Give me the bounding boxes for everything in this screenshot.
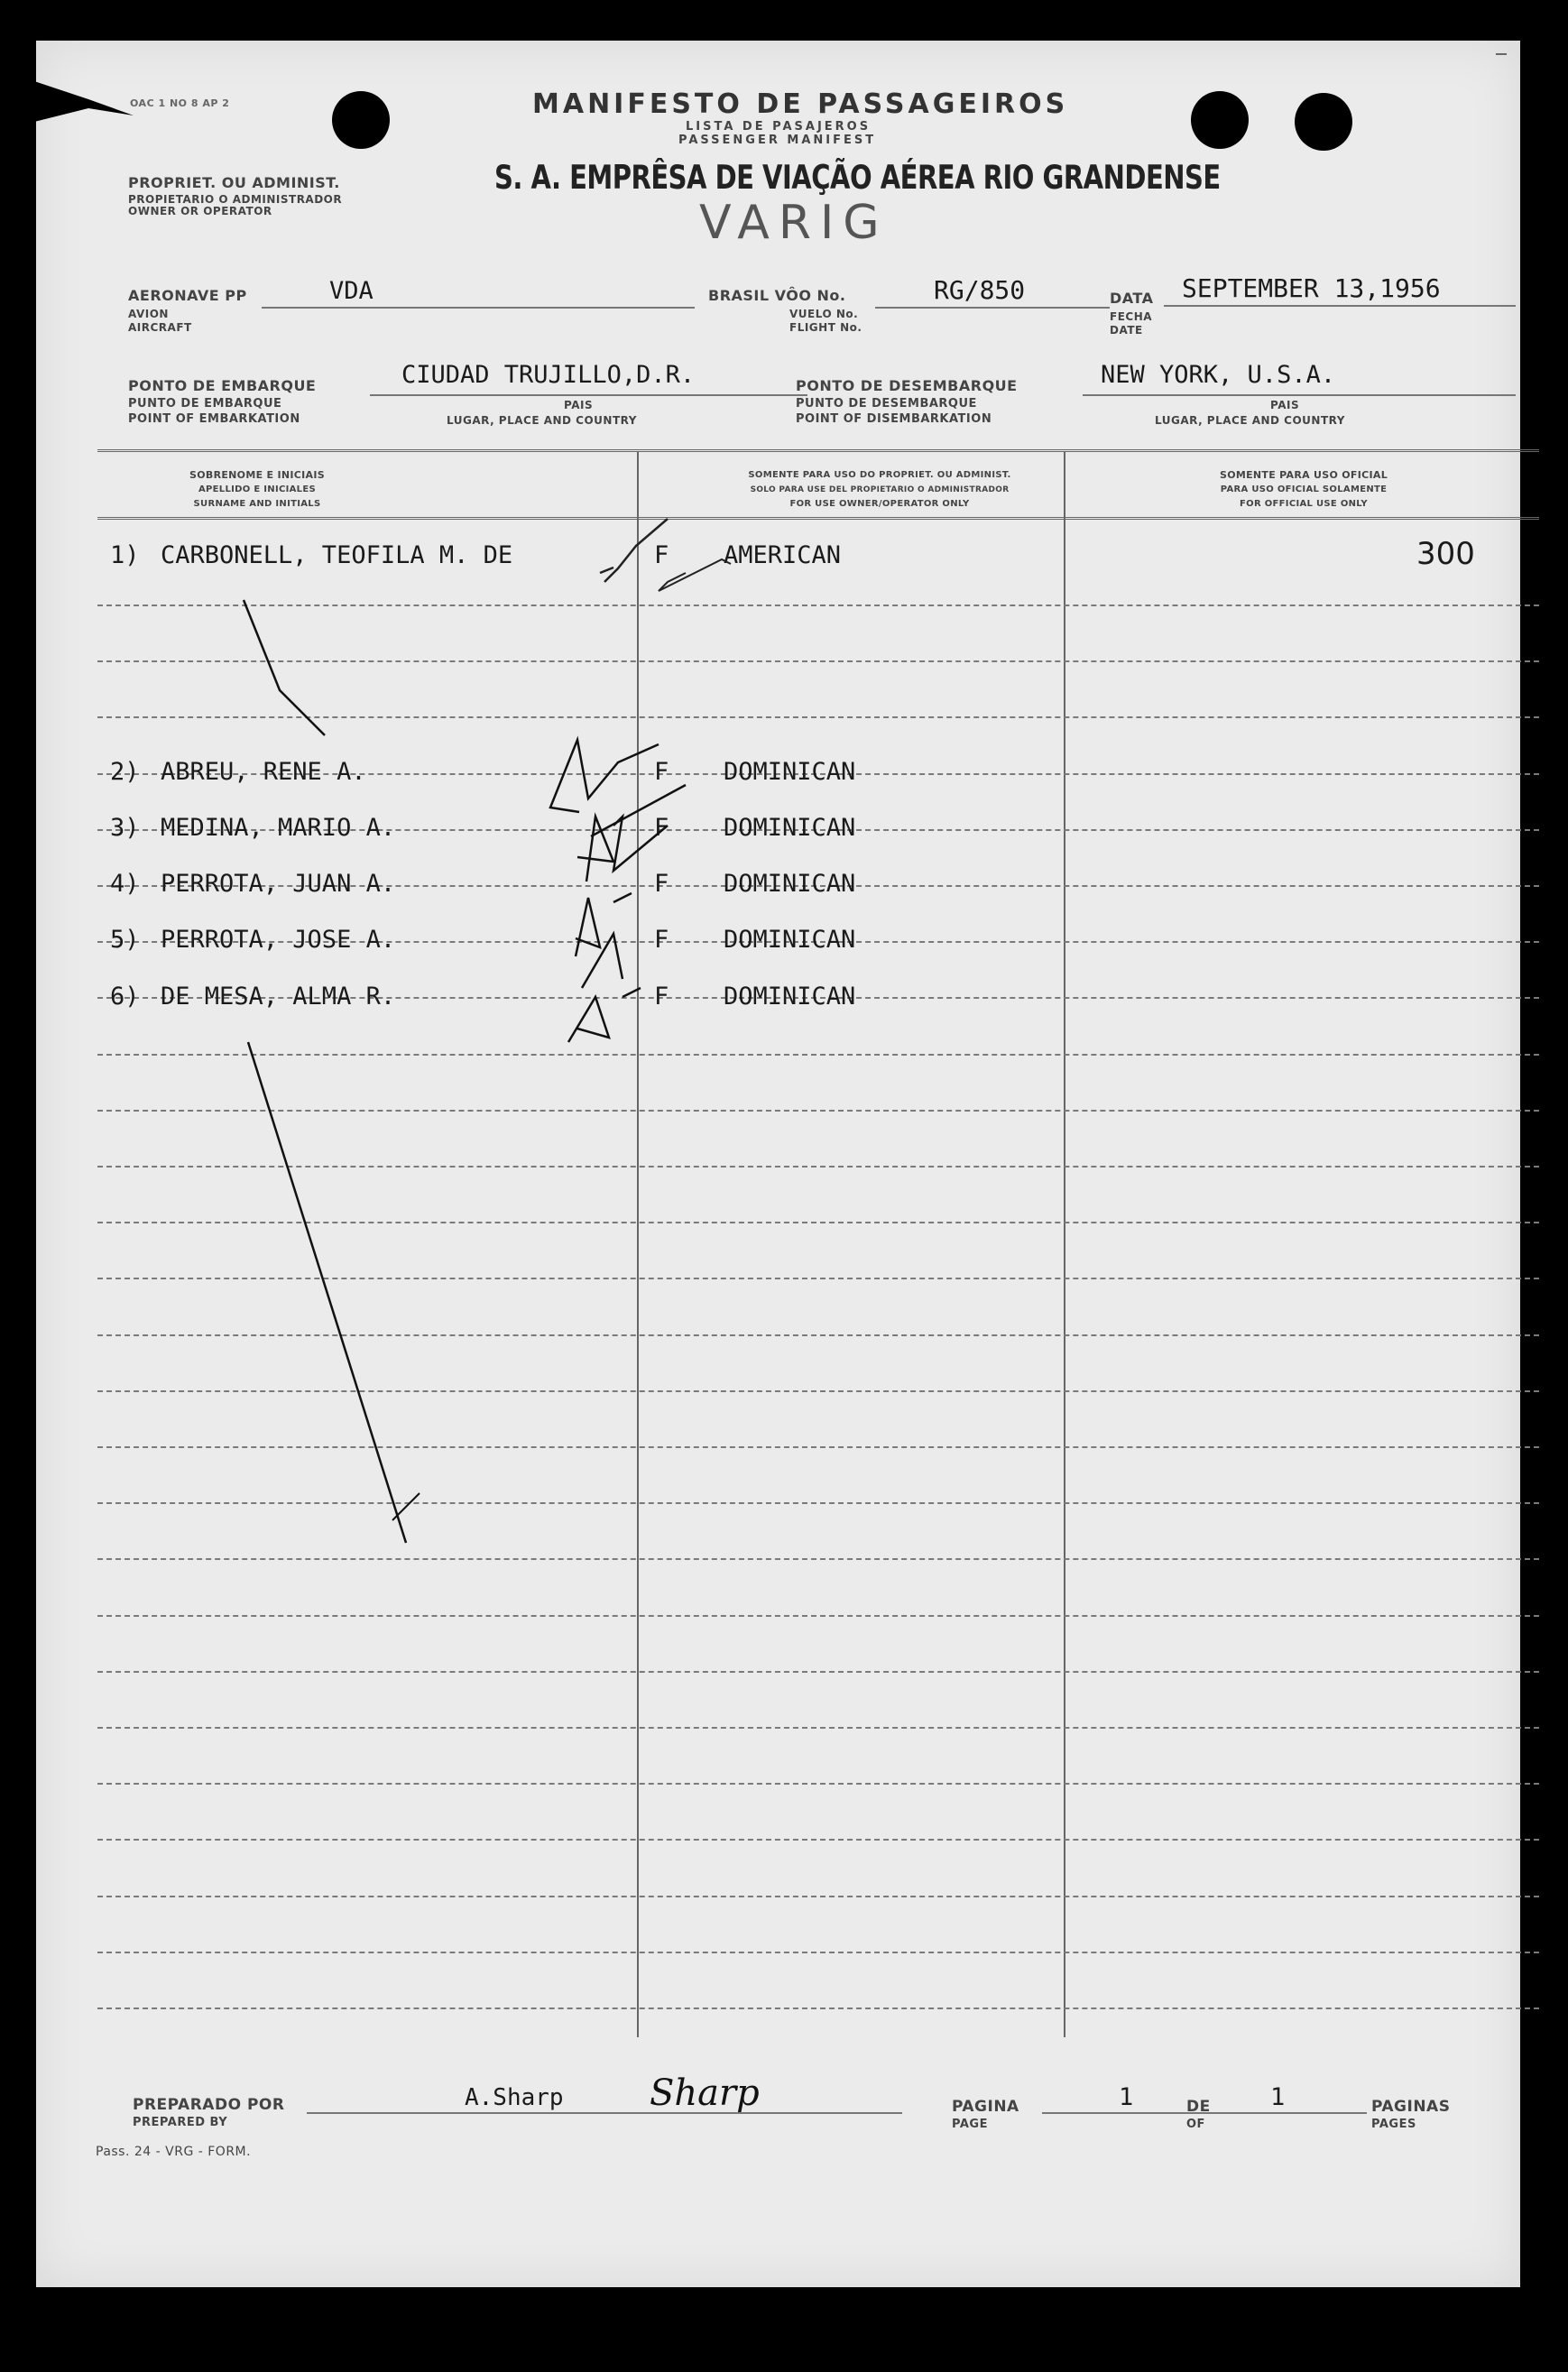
passenger-number: 2): [110, 758, 140, 786]
page-value: 1: [1119, 2083, 1134, 2111]
passenger-name: DE MESA, ALMA R.: [161, 983, 396, 1011]
disembarkation-value: NEW YORK, U.S.A.: [1101, 361, 1336, 389]
flight-label-es: VUELO No.: [789, 308, 859, 320]
aircraft-label: AERONAVE PP: [128, 287, 247, 304]
manifest-subtitle-es: LISTA DE PASAJEROS: [686, 120, 872, 134]
flight-label: BRASIL VÔO No.: [708, 287, 846, 304]
passenger-nationality: DOMINICAN: [724, 758, 856, 786]
preparer-signature: Sharp: [650, 2072, 760, 2114]
disembarkation-label-en: POINT OF DISEMBARKATION: [796, 412, 992, 426]
passenger-nationality: DOMINICAN: [724, 870, 856, 898]
date-label-es: FECHA: [1110, 310, 1153, 323]
passenger-sex: F: [654, 926, 669, 954]
date-label: DATA: [1110, 290, 1154, 307]
disembarkation-country-label: PAIS: [1270, 399, 1300, 411]
of-label-en: OF: [1186, 2118, 1205, 2131]
date-value: SEPTEMBER 13,1956: [1182, 273, 1441, 303]
disembarkation-place-label: LUGAR, PLACE AND COUNTRY: [1155, 414, 1345, 427]
passenger-nationality: AMERICAN: [724, 541, 842, 569]
prepared-by-value: A.Sharp: [465, 2084, 564, 2111]
passenger-sex: F: [654, 758, 669, 786]
passenger-sex: F: [654, 870, 669, 898]
manifest-subtitle-en: PASSENGER MANIFEST: [678, 134, 877, 147]
page-label: PAGINA: [952, 2098, 1019, 2116]
passenger-official: 300: [1416, 536, 1475, 572]
passenger-number: 3): [110, 814, 140, 842]
passenger-name: MEDINA, MARIO A.: [161, 814, 396, 842]
col-header-official-es: PARA USO OFICIAL SOLAMENTE: [1220, 485, 1388, 494]
col-header-surname-pt: SOBRENOME E INICIAIS: [189, 469, 325, 481]
passenger-name: PERROTA, JUAN A.: [161, 870, 396, 898]
checkmark-mark: [604, 519, 668, 582]
page-label-en: PAGE: [952, 2118, 988, 2131]
passenger-sex: F: [654, 983, 669, 1011]
passenger-nationality: DOMINICAN: [724, 926, 856, 954]
passenger-number: 4): [110, 870, 140, 898]
aircraft-value: VDA: [329, 277, 374, 305]
handwritten-marks: [36, 41, 1520, 2287]
embarkation-country-label: PAIS: [564, 399, 594, 411]
embarkation-label-en: POINT OF EMBARKATION: [128, 412, 300, 426]
embarkation-place-label: LUGAR, PLACE AND COUNTRY: [447, 414, 637, 427]
flight-value: RG/850: [934, 275, 1026, 305]
brand-name: VARIG: [699, 196, 889, 250]
prepared-by-label: PREPARADO POR: [133, 2096, 285, 2114]
col-header-surname-en: SURNAME AND INITIALS: [193, 499, 321, 509]
col-header-official-en: FOR OFFICIAL USE ONLY: [1240, 499, 1368, 509]
passenger-number: 1): [110, 541, 140, 569]
corner-stamp: OAC 1 NO 8 AP 2: [130, 97, 230, 109]
pages-label: PAGINAS: [1371, 2098, 1451, 2116]
margin-tick: [1496, 53, 1507, 55]
operator-label-pt: PROPRIET. OU ADMINIST.: [128, 174, 340, 191]
passenger-nationality: DOMINICAN: [724, 814, 856, 842]
bracket-mark-top: [244, 600, 325, 735]
flight-label-en: FLIGHT No.: [789, 321, 862, 334]
col-header-operator-pt: SOMENTE PARA USO DO PROPRIET. OU ADMINIST.: [748, 470, 1011, 480]
passenger-nationality: DOMINICAN: [724, 983, 856, 1011]
passenger-number: 6): [110, 983, 140, 1011]
pages-label-en: PAGES: [1371, 2118, 1416, 2131]
of-value: 1: [1270, 2083, 1286, 2111]
passenger-name: ABREU, RENE A.: [161, 758, 366, 786]
passenger-sex: F: [654, 814, 669, 842]
date-label-en: DATE: [1110, 324, 1143, 337]
form-code: Pass. 24 - VRG - FORM.: [96, 2145, 252, 2159]
company-name: S. A. EMPRÊSA DE VIAÇÃO AÉREA RIO GRANDENSE: [494, 158, 1221, 197]
embarkation-label-es: PUNTO DE EMBARQUE: [128, 397, 282, 411]
col-header-surname-es: APELLIDO E INICIALES: [198, 485, 316, 494]
col-header-operator-en: FOR USE OWNER/OPERATOR ONLY: [789, 499, 970, 509]
of-label: DE: [1186, 2098, 1211, 2116]
passenger-name: PERROTA, JOSE A.: [161, 926, 396, 954]
initials-mark-4: [568, 988, 641, 1042]
aircraft-label-en: AIRCRAFT: [128, 321, 192, 334]
embarkation-value: CIUDAD TRUJILLO,D.R.: [401, 361, 696, 389]
prepared-by-underline: [307, 2112, 902, 2114]
operator-label-en: OWNER OR OPERATOR: [128, 205, 272, 217]
prepared-by-label-en: PREPARED BY: [133, 2116, 228, 2129]
page-underline: [1042, 2112, 1367, 2114]
disembarkation-label: PONTO DE DESEMBARQUE: [796, 377, 1018, 394]
embarkation-label: PONTO DE EMBARQUE: [128, 377, 317, 394]
aircraft-label-es: AVION: [128, 308, 169, 320]
passenger-name: CARBONELL, TEOFILA M. DE: [161, 541, 513, 569]
manifest-sheet: [36, 41, 1520, 2287]
initials-mark-2: [577, 817, 668, 881]
col-header-operator-es: SOLO PARA USE DEL PROPIETARIO O ADMINISTRADOR: [750, 485, 1010, 494]
passenger-number: 5): [110, 926, 140, 954]
disembarkation-label-es: PUNTO DE DESEMBARQUE: [796, 397, 977, 411]
bracket-mark-bottom: [248, 1042, 406, 1543]
initials-mark-3: [576, 893, 632, 988]
col-header-official-pt: SOMENTE PARA USO OFICIAL: [1219, 469, 1388, 481]
passenger-sex: F: [654, 541, 669, 569]
operator-label-es: PROPIETARIO O ADMINISTRADOR: [128, 193, 343, 206]
manifest-title: MANIFESTO DE PASSAGEIROS: [532, 88, 1069, 120]
